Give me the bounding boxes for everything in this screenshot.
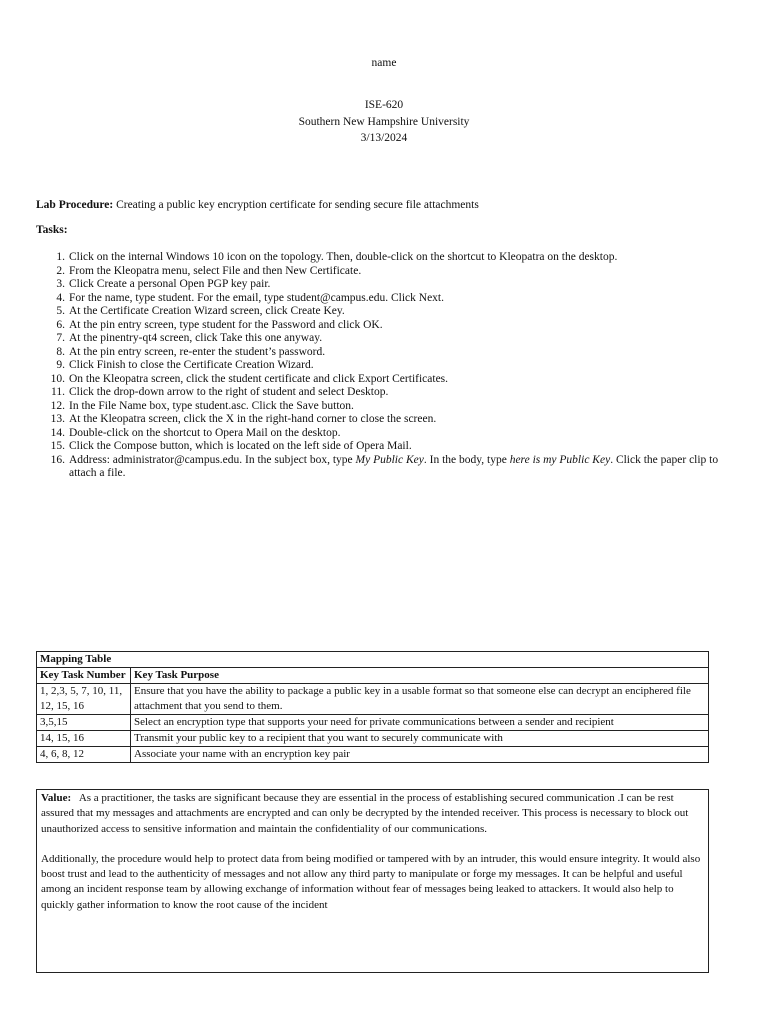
task-number: 9.	[56, 359, 65, 371]
task-text: Click the Compose button, which is located on the left side of Opera Mail.	[69, 440, 412, 452]
value-label: Value:	[41, 792, 72, 804]
table-cell-number: 4, 6, 8, 12	[37, 747, 131, 763]
task-number: 8.	[56, 345, 65, 358]
task-number: 4.	[56, 291, 65, 304]
table-cell-number: 14, 15, 16	[37, 731, 131, 747]
table-title-row	[37, 652, 709, 668]
value-paragraph-1	[41, 791, 704, 837]
task-number: 14.	[50, 426, 65, 439]
task-item	[36, 386, 736, 400]
mapping-table	[36, 651, 709, 763]
task-text: Click the drop-down arrow to the right of student and select Desktop.	[69, 386, 389, 398]
task-item	[36, 373, 736, 387]
task-item	[36, 400, 736, 414]
task-text: In the File Name box, type student.asc. Click the Save button.	[69, 399, 354, 412]
task-number: 13.	[50, 413, 65, 425]
document-date: 3/13/2024	[360, 132, 408, 144]
task-item	[36, 251, 736, 265]
table-header-purpose: Key Task Purpose	[131, 668, 709, 684]
table-cell-number: 1, 2,3, 5, 7, 10, 11, 12, 15, 16	[37, 684, 131, 715]
task-number: 6.	[56, 318, 65, 331]
task-item	[36, 292, 736, 306]
task-text: From the Kleopatra menu, select File and then New Certificate.	[69, 264, 362, 277]
task-number: 12.	[50, 399, 65, 412]
task-number: 1.	[56, 251, 65, 263]
task-number: 7.	[56, 332, 65, 344]
task-item	[36, 346, 736, 360]
task-list	[36, 251, 736, 481]
task-item	[36, 454, 736, 481]
table-header-row	[37, 668, 709, 684]
task-text: At the pin entry screen, re-enter the student’s password.	[69, 345, 326, 358]
task-text: Click Finish to close the Certificate Creation Wizard.	[69, 359, 314, 371]
value-box	[36, 789, 709, 973]
lab-procedure	[36, 198, 479, 213]
university-name: Southern New Hampshire University	[298, 115, 470, 128]
table-row	[37, 684, 709, 715]
task-text: At the Kleopatra screen, click the X in the right-hand corner to close the screen.	[69, 413, 437, 425]
student-name: name	[371, 57, 397, 69]
table-row	[37, 715, 709, 731]
task-number: 3.	[56, 278, 65, 290]
task-item	[36, 427, 736, 441]
course-code: ISE-620	[364, 99, 404, 111]
value-paragraph-2: Additionally, the procedure would help to protect data from being modified or tampered with by an intruder, this would ensure integrity. It would also boost trust and lead to the authenticity of messages and not allow any third party to manipulate or forge my messages. It can be helpful and useful among an incident response team by allowing exchange of information without fear of messages being leaked to attackers. It would also help to quickly gather information to know the root cause of the incident	[41, 852, 701, 911]
task-text: On the Kleopatra screen, click the student certificate and click Export Certificates.	[69, 372, 449, 385]
title-block	[0, 97, 768, 147]
task-text: Click Create a personal Open PGP key pair.	[69, 278, 271, 290]
task16-part3: . Click the paper clip to attach a file.	[69, 453, 719, 479]
task-item	[36, 265, 736, 279]
table-cell-purpose: Ensure that you have the ability to package a public key in a usable format so that someone else can decrypt an enciphered file attachment that you send to them.	[131, 684, 709, 715]
table-title: Mapping Table	[37, 652, 709, 668]
table-header-number: Key Task Number	[37, 668, 131, 684]
value-text-1: As a practitioner, the tasks are significant because they are essential in the process of establishing secured communication .I can be rest assured that my messages and attachments are encrypted and can only be decrypted by the intended receiver. This process is necessary to block out unauthorized access to sensitive information and maintain the confidentiality of our communications.	[41, 792, 689, 835]
task-item	[36, 413, 736, 427]
task-number: 10.	[50, 372, 65, 385]
task-text	[69, 454, 736, 481]
task16-part2: . In the body, type	[423, 453, 510, 466]
task-item	[36, 278, 736, 292]
table-cell-purpose: Select an encryption type that supports your need for private communications between a sender and recipient	[131, 715, 709, 731]
task-text: At the pin entry screen, type student for the Password and click OK.	[69, 318, 383, 331]
task-number: 16.	[50, 453, 65, 466]
table-cell-purpose: Associate your name with an encryption key pair	[131, 747, 709, 763]
lab-procedure-label: Lab Procedure:	[36, 199, 114, 211]
task-text: At the pinentry-qt4 screen, click Take this one anyway.	[69, 332, 323, 344]
table-row	[37, 731, 709, 747]
table-cell-purpose: Transmit your public key to a recipient that you want to securely communicate with	[131, 731, 709, 747]
table-row	[37, 747, 709, 763]
task-text: Click on the internal Windows 10 icon on the topology. Then, double-click on the shortcut to Kleopatra on the desktop.	[69, 251, 618, 263]
task-text: Double-click on the shortcut to Opera Mail on the desktop.	[69, 426, 341, 439]
task-text: At the Certificate Creation Wizard screen, click Create Key.	[69, 305, 345, 317]
task-item	[36, 440, 736, 454]
lab-procedure-text: Creating a public key encryption certificate for sending secure file attachments	[116, 199, 479, 211]
task-item	[36, 305, 736, 319]
task-text: For the name, type student. For the email, type student@campus.edu. Click Next.	[69, 291, 445, 304]
tasks-heading: Tasks:	[36, 224, 68, 236]
task16-subject: My Public Key	[355, 453, 424, 466]
task-number: 11.	[51, 386, 65, 398]
task-number: 15.	[50, 440, 65, 452]
task16-body: here is my Public Key	[509, 453, 611, 466]
task-item	[36, 332, 736, 346]
table-cell-number: 3,5,15	[37, 715, 131, 731]
task-number: 5.	[56, 305, 65, 317]
task16-part1: Address: administrator@campus.edu. In the subject box, type	[69, 453, 356, 466]
task-item	[36, 359, 736, 373]
task-item	[36, 319, 736, 333]
task-number: 2.	[56, 264, 65, 277]
